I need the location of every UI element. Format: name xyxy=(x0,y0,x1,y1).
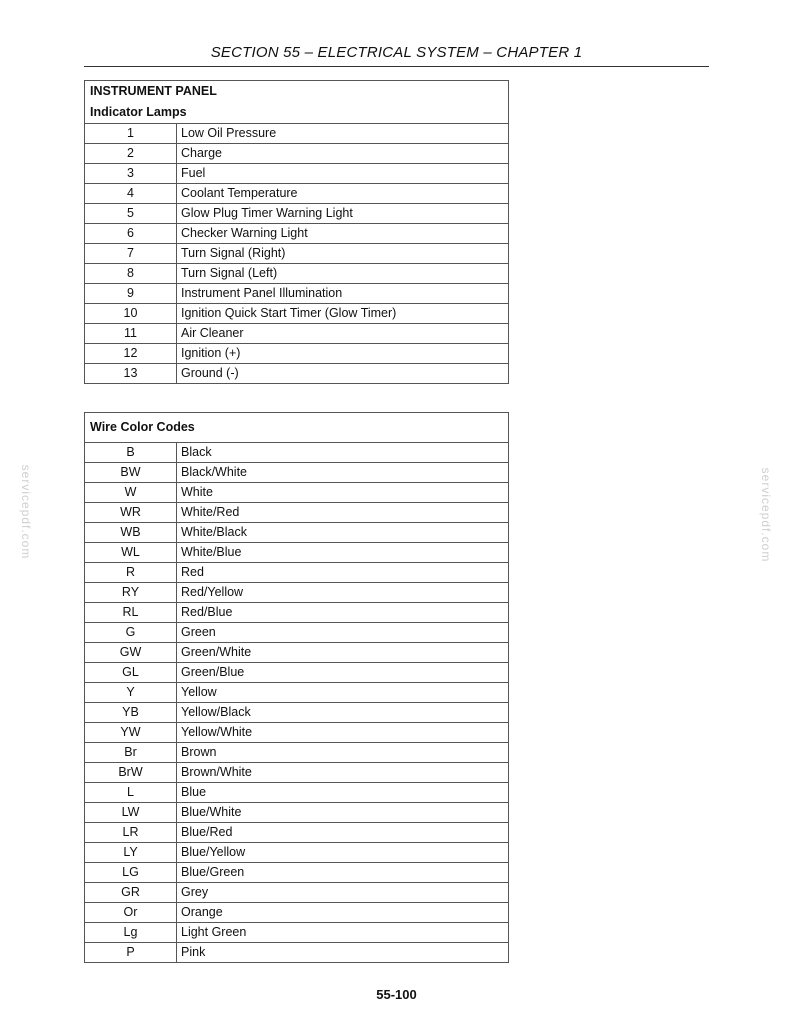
row-code: WB xyxy=(85,523,177,543)
table-row xyxy=(85,903,509,923)
watermark-right: servicepdf.com xyxy=(759,467,773,563)
table-row xyxy=(85,324,509,344)
row-code: W xyxy=(85,483,177,503)
row-description: Red/Yellow xyxy=(177,583,509,603)
row-description: Green/White xyxy=(177,643,509,663)
row-code: WL xyxy=(85,543,177,563)
table-row xyxy=(85,523,509,543)
row-code: 5 xyxy=(85,204,177,224)
row-description: Green/Blue xyxy=(177,663,509,683)
row-code: GR xyxy=(85,883,177,903)
table-title: INSTRUMENT PANEL xyxy=(85,81,509,103)
table-row xyxy=(85,443,509,463)
table-row xyxy=(85,863,509,883)
row-description: Red/Blue xyxy=(177,603,509,623)
table-row xyxy=(85,304,509,324)
table-row xyxy=(85,663,509,683)
row-description: Air Cleaner xyxy=(177,324,509,344)
row-code: YB xyxy=(85,703,177,723)
table-row xyxy=(85,943,509,963)
row-description: Fuel xyxy=(177,164,509,184)
row-description: Turn Signal (Right) xyxy=(177,244,509,264)
table-row xyxy=(85,503,509,523)
table-row xyxy=(85,124,509,144)
row-description: Blue/White xyxy=(177,803,509,823)
row-description: Yellow/White xyxy=(177,723,509,743)
row-description: Ignition (+) xyxy=(177,344,509,364)
row-description: Ignition Quick Start Timer (Glow Timer) xyxy=(177,304,509,324)
row-description: Blue xyxy=(177,783,509,803)
row-code: 12 xyxy=(85,344,177,364)
row-description: White/Black xyxy=(177,523,509,543)
wire-color-codes-table xyxy=(84,412,509,963)
table-row xyxy=(85,683,509,703)
row-description: Checker Warning Light xyxy=(177,224,509,244)
row-code: 7 xyxy=(85,244,177,264)
row-code: RL xyxy=(85,603,177,623)
row-description: Blue/Yellow xyxy=(177,843,509,863)
table-row xyxy=(85,463,509,483)
row-code: GW xyxy=(85,643,177,663)
row-code: 9 xyxy=(85,284,177,304)
row-description: Brown xyxy=(177,743,509,763)
row-code: Y xyxy=(85,683,177,703)
row-code: Or xyxy=(85,903,177,923)
table-row xyxy=(85,883,509,903)
row-code: L xyxy=(85,783,177,803)
table-row xyxy=(85,803,509,823)
row-code: GL xyxy=(85,663,177,683)
row-code: 3 xyxy=(85,164,177,184)
row-description: Black/White xyxy=(177,463,509,483)
table-row xyxy=(85,204,509,224)
table-row xyxy=(85,483,509,503)
table-row xyxy=(85,843,509,863)
table-title-row xyxy=(85,81,509,103)
table-row xyxy=(85,763,509,783)
row-description: Red xyxy=(177,563,509,583)
row-code: LY xyxy=(85,843,177,863)
row-description: Turn Signal (Left) xyxy=(177,264,509,284)
table-row xyxy=(85,623,509,643)
table-subtitle-row xyxy=(85,102,509,124)
row-code: BW xyxy=(85,463,177,483)
row-code: BrW xyxy=(85,763,177,783)
table-row xyxy=(85,364,509,384)
row-description: Coolant Temperature xyxy=(177,184,509,204)
table-row xyxy=(85,543,509,563)
row-code: Br xyxy=(85,743,177,763)
row-description: Low Oil Pressure xyxy=(177,124,509,144)
row-code: RY xyxy=(85,583,177,603)
table-row xyxy=(85,284,509,304)
row-code: LG xyxy=(85,863,177,883)
row-description: Blue/Green xyxy=(177,863,509,883)
table-row xyxy=(85,164,509,184)
indicator-lamps-table xyxy=(84,80,509,384)
row-description: Yellow/Black xyxy=(177,703,509,723)
row-description: White/Red xyxy=(177,503,509,523)
table-row xyxy=(85,184,509,204)
table-row xyxy=(85,264,509,284)
row-code: G xyxy=(85,623,177,643)
table-row xyxy=(85,603,509,623)
row-code: 1 xyxy=(85,124,177,144)
table-row xyxy=(85,244,509,264)
row-description: Black xyxy=(177,443,509,463)
row-description: Ground (-) xyxy=(177,364,509,384)
table-row xyxy=(85,344,509,364)
table-row xyxy=(85,643,509,663)
row-code: 13 xyxy=(85,364,177,384)
page-number: 55-100 xyxy=(376,987,417,1002)
watermark-left: servicepdf.com xyxy=(19,464,33,560)
table-row xyxy=(85,823,509,843)
row-description: Blue/Red xyxy=(177,823,509,843)
table-row xyxy=(85,743,509,763)
row-description: Yellow xyxy=(177,683,509,703)
table-row xyxy=(85,583,509,603)
table-row xyxy=(85,144,509,164)
row-description: Orange xyxy=(177,903,509,923)
row-code: 4 xyxy=(85,184,177,204)
table-row xyxy=(85,923,509,943)
row-code: 8 xyxy=(85,264,177,284)
table-row xyxy=(85,224,509,244)
row-description: Charge xyxy=(177,144,509,164)
row-code: LR xyxy=(85,823,177,843)
row-description: Pink xyxy=(177,943,509,963)
row-code: 2 xyxy=(85,144,177,164)
header-divider xyxy=(84,66,709,67)
table-row xyxy=(85,723,509,743)
row-description: Grey xyxy=(177,883,509,903)
table-row xyxy=(85,783,509,803)
row-code: LW xyxy=(85,803,177,823)
row-code: YW xyxy=(85,723,177,743)
row-description: White xyxy=(177,483,509,503)
row-description: Instrument Panel Illumination xyxy=(177,284,509,304)
row-description: Brown/White xyxy=(177,763,509,783)
row-description: Green xyxy=(177,623,509,643)
row-description: White/Blue xyxy=(177,543,509,563)
table-title: Wire Color Codes xyxy=(85,413,509,443)
row-description: Light Green xyxy=(177,923,509,943)
table-title-row xyxy=(85,413,509,443)
row-code: 11 xyxy=(85,324,177,344)
page-header: SECTION 55 – ELECTRICAL SYSTEM – CHAPTER 1 xyxy=(210,44,583,61)
row-code: WR xyxy=(85,503,177,523)
table-row xyxy=(85,703,509,723)
row-code: 6 xyxy=(85,224,177,244)
row-code: R xyxy=(85,563,177,583)
row-code: B xyxy=(85,443,177,463)
row-description: Glow Plug Timer Warning Light xyxy=(177,204,509,224)
row-code: P xyxy=(85,943,177,963)
table-row xyxy=(85,563,509,583)
table-subtitle: Indicator Lamps xyxy=(85,102,509,124)
row-code: 10 xyxy=(85,304,177,324)
row-code: Lg xyxy=(85,923,177,943)
